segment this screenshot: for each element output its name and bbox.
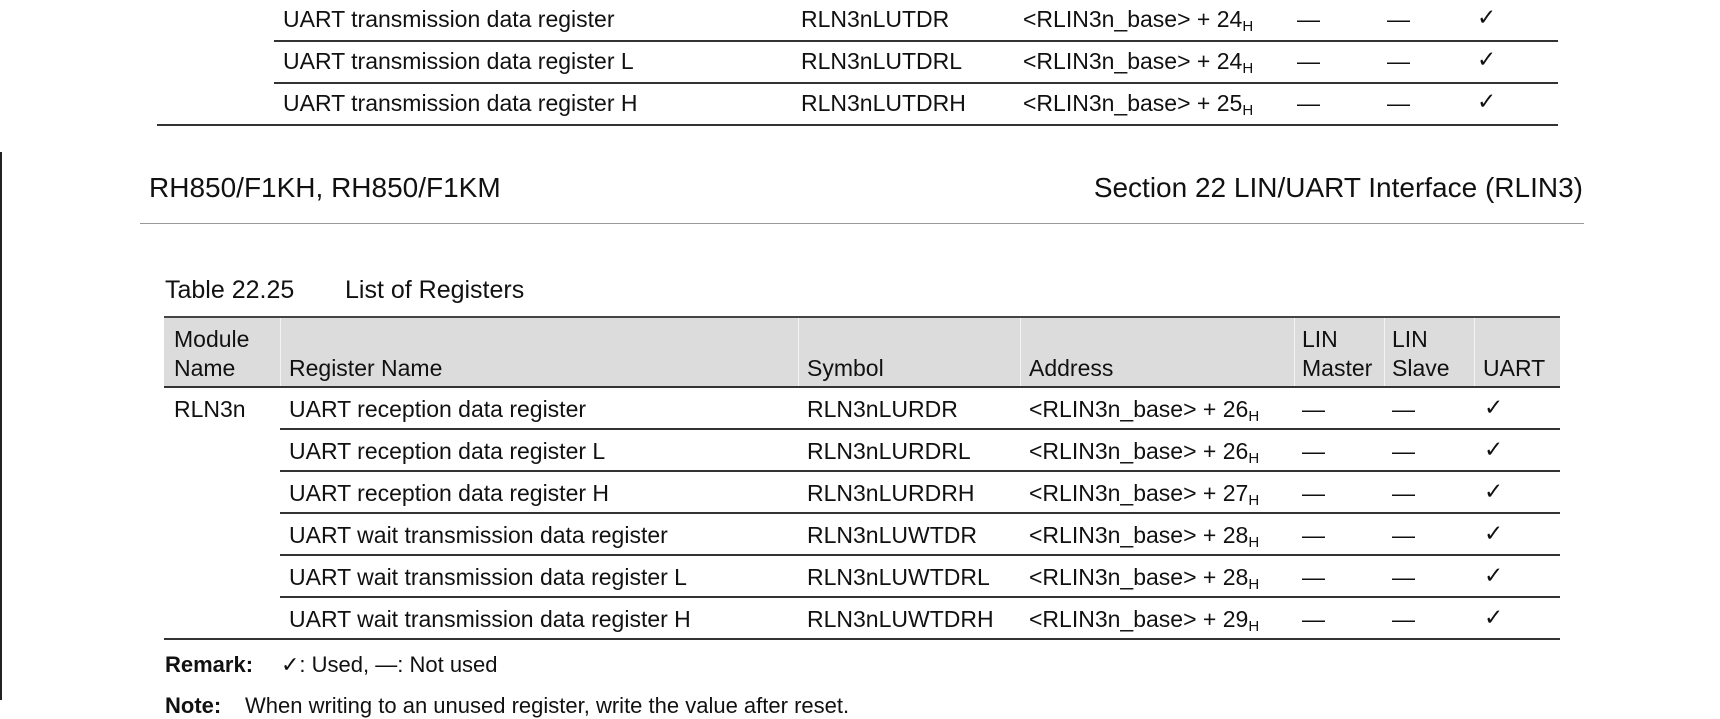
- address-cell-text: <RLIN3n_base> + 26: [1029, 396, 1249, 422]
- prev-lin-master-text: —: [1297, 90, 1320, 116]
- header-divider: [140, 223, 1584, 224]
- header-lin-slave: [1392, 325, 1450, 383]
- note-label: Note:: [165, 693, 222, 718]
- prev-uart: [1477, 88, 1496, 115]
- header-lin-master-line2: Master: [1302, 355, 1373, 381]
- address-cell-subscript: H: [1248, 576, 1260, 593]
- prev-uart-text: ✓: [1477, 46, 1497, 72]
- header-lin-slave-line2: Slave: [1392, 355, 1450, 381]
- prev-address-text: <RLIN3n_base> + 24: [1023, 48, 1243, 74]
- lin-master-cell: [1302, 522, 1325, 549]
- prev-lin-master: [1297, 48, 1320, 75]
- prev-lin-slave: [1387, 6, 1410, 33]
- symbol-cell: [807, 438, 971, 465]
- address-cell: [1029, 438, 1259, 465]
- prev-address-text: <RLIN3n_base> + 25: [1023, 90, 1243, 116]
- address-cell-text: <RLIN3n_base> + 27: [1029, 480, 1249, 506]
- symbol-cell-text: RLN3nLUWTDRH: [807, 606, 994, 632]
- lin-master-cell: [1302, 396, 1325, 423]
- address-cell-subscript: H: [1248, 534, 1260, 551]
- prev-lin-master-text: —: [1297, 6, 1320, 32]
- prev-address: [1023, 6, 1253, 33]
- header-lin-slave-line1: LIN: [1392, 326, 1428, 352]
- table-top-rule: [164, 316, 1560, 318]
- prev-register-name-text: UART transmission data register H: [283, 90, 638, 116]
- lin-slave-cell: [1392, 606, 1415, 633]
- symbol-cell: [807, 396, 958, 423]
- header-lin-master-line1: LIN: [1302, 326, 1338, 352]
- address-cell-subscript: H: [1248, 492, 1260, 509]
- lin-slave-cell: [1392, 438, 1415, 465]
- header-module-line2: Name: [174, 355, 236, 381]
- lin-master-cell-text: —: [1302, 522, 1325, 548]
- uart-cell: [1484, 562, 1503, 589]
- symbol-cell-text: RLN3nLUWTDRL: [807, 564, 990, 590]
- table-header-rule: [164, 386, 1560, 388]
- lin-slave-cell: [1392, 564, 1415, 591]
- header-lin-master: [1302, 325, 1372, 383]
- address-cell: [1029, 522, 1259, 549]
- table-row-rule: [280, 428, 1560, 430]
- symbol-cell: [807, 522, 977, 549]
- note-text: When writing to an unused register, write the value after reset.: [245, 693, 850, 718]
- address-cell-text: <RLIN3n_base> + 26: [1029, 438, 1249, 464]
- lin-master-cell: [1302, 606, 1325, 633]
- register-name-cell-text: UART reception data register: [289, 396, 587, 422]
- uart-cell: [1484, 478, 1503, 505]
- prev-row-rule: [157, 124, 1558, 126]
- symbol-cell: [807, 564, 990, 591]
- remark-text: ✓: Used, —: Not used: [281, 652, 498, 677]
- prev-row-rule: [274, 40, 1558, 42]
- symbol-cell-text: RLN3nLURDRL: [807, 438, 971, 464]
- address-cell-text: <RLIN3n_base> + 28: [1029, 564, 1249, 590]
- prev-symbol: [801, 48, 962, 75]
- symbol-cell-text: RLN3nLUWTDR: [807, 522, 977, 548]
- header-column-divider: [1020, 318, 1021, 386]
- uart-cell-text: ✓: [1484, 604, 1504, 630]
- prev-address: [1023, 48, 1253, 75]
- prev-lin-slave: [1387, 48, 1410, 75]
- prev-symbol-text: RLN3nLUTDRH: [801, 90, 966, 116]
- address-cell: [1029, 480, 1259, 507]
- lin-slave-cell-text: —: [1392, 480, 1415, 506]
- address-cell-text: <RLIN3n_base> + 28: [1029, 522, 1249, 548]
- uart-cell: [1484, 394, 1503, 421]
- address-cell-subscript: H: [1248, 618, 1260, 635]
- table-bottom-rule: [164, 638, 1560, 640]
- header-module-line1: Module: [174, 326, 250, 352]
- symbol-cell-text: RLN3nLURDRH: [807, 480, 975, 506]
- lin-master-cell-text: —: [1302, 480, 1325, 506]
- register-name-cell-text: UART reception data register L: [289, 438, 606, 464]
- lin-slave-cell: [1392, 480, 1415, 507]
- lin-slave-cell-text: —: [1392, 438, 1415, 464]
- register-name-cell: [289, 564, 687, 591]
- table-title: List of Registers: [345, 276, 525, 304]
- lin-master-cell: [1302, 480, 1325, 507]
- header-column-divider: [1474, 318, 1475, 386]
- address-cell: [1029, 606, 1259, 633]
- remark-label: Remark:: [165, 652, 254, 677]
- register-name-cell: [289, 396, 586, 423]
- prev-symbol: [801, 90, 966, 117]
- prev-lin-slave-text: —: [1387, 6, 1410, 32]
- symbol-cell: [807, 606, 994, 633]
- prev-lin-master: [1297, 6, 1320, 33]
- uart-cell-text: ✓: [1484, 394, 1504, 420]
- uart-cell: [1484, 604, 1503, 631]
- prev-lin-slave: [1387, 90, 1410, 117]
- header-symbol: Symbol: [807, 355, 884, 381]
- uart-cell: [1484, 436, 1503, 463]
- lin-slave-cell: [1392, 396, 1415, 423]
- symbol-cell: [807, 480, 974, 507]
- table-number: Table 22.25: [165, 276, 295, 304]
- register-name-cell: [289, 480, 609, 507]
- table-row-rule: [280, 470, 1560, 472]
- document-title: RH850/F1KH, RH850/F1KM: [149, 172, 501, 203]
- prev-address: [1023, 90, 1253, 117]
- uart-cell-text: ✓: [1484, 520, 1504, 546]
- register-name-cell: [289, 522, 668, 549]
- table-row-rule: [280, 554, 1560, 556]
- header-address: Address: [1029, 355, 1114, 381]
- uart-cell: [1484, 520, 1503, 547]
- prev-address-subscript: H: [1242, 60, 1254, 77]
- lin-slave-cell-text: —: [1392, 522, 1415, 548]
- prev-register-name-text: UART transmission data register: [283, 6, 615, 32]
- section-title: Section 22 LIN/UART Interface (RLIN3): [1093, 172, 1583, 203]
- prev-register-name: [283, 6, 615, 33]
- lin-slave-cell-text: —: [1392, 396, 1415, 422]
- header-column-divider: [1294, 318, 1295, 386]
- prev-lin-master: [1297, 90, 1320, 117]
- lin-slave-cell: [1392, 522, 1415, 549]
- register-name-cell-text: UART wait transmission data register H: [289, 606, 691, 632]
- lin-slave-cell-text: —: [1392, 606, 1415, 632]
- register-name-cell-text: UART wait transmission data register L: [289, 564, 687, 590]
- register-name-cell-text: UART reception data register H: [289, 480, 610, 506]
- prev-address-text: <RLIN3n_base> + 24: [1023, 6, 1243, 32]
- prev-lin-slave-text: —: [1387, 90, 1410, 116]
- header-column-divider: [280, 318, 281, 386]
- table-row-rule: [280, 596, 1560, 598]
- lin-slave-cell-text: —: [1392, 564, 1415, 590]
- uart-cell-text: ✓: [1484, 436, 1504, 462]
- prev-lin-slave-text: —: [1387, 48, 1410, 74]
- prev-symbol-text: RLN3nLUTDR: [801, 6, 950, 32]
- lin-master-cell-text: —: [1302, 438, 1325, 464]
- page-left-edge: [0, 152, 2, 700]
- header-column-divider: [1384, 318, 1385, 386]
- prev-register-name: [283, 48, 634, 75]
- address-cell: [1029, 564, 1259, 591]
- prev-lin-master-text: —: [1297, 48, 1320, 74]
- table-caption: [165, 276, 524, 305]
- register-name-cell-text: UART wait transmission data register: [289, 522, 668, 548]
- header-uart: UART: [1483, 355, 1546, 381]
- uart-cell-text: ✓: [1484, 562, 1504, 588]
- module-name-cell: RLN3n: [174, 396, 246, 422]
- lin-master-cell-text: —: [1302, 606, 1325, 632]
- address-cell-subscript: H: [1248, 450, 1260, 467]
- prev-uart-text: ✓: [1477, 88, 1497, 114]
- prev-uart: [1477, 4, 1496, 31]
- prev-uart-text: ✓: [1477, 4, 1497, 30]
- address-cell-text: <RLIN3n_base> + 29: [1029, 606, 1249, 632]
- lin-master-cell: [1302, 438, 1325, 465]
- prev-row-rule: [274, 82, 1558, 84]
- header-register-name: Register Name: [289, 355, 443, 381]
- header-module-name: [174, 325, 249, 383]
- prev-address-subscript: H: [1242, 18, 1254, 35]
- prev-address-subscript: H: [1242, 102, 1254, 119]
- header-column-divider: [798, 318, 799, 386]
- uart-cell-text: ✓: [1484, 478, 1504, 504]
- address-cell: [1029, 396, 1259, 423]
- prev-register-name-text: UART transmission data register L: [283, 48, 634, 74]
- remark: [165, 652, 498, 678]
- prev-register-name: [283, 90, 638, 117]
- lin-master-cell: [1302, 564, 1325, 591]
- lin-master-cell-text: —: [1302, 564, 1325, 590]
- table-row-rule: [280, 512, 1560, 514]
- lin-master-cell-text: —: [1302, 396, 1325, 422]
- symbol-cell-text: RLN3nLURDR: [807, 396, 958, 422]
- address-cell-subscript: H: [1248, 408, 1260, 425]
- register-name-cell: [289, 438, 605, 465]
- prev-symbol: [801, 6, 949, 33]
- prev-uart: [1477, 46, 1496, 73]
- prev-symbol-text: RLN3nLUTDRL: [801, 48, 963, 74]
- note: [165, 693, 849, 719]
- register-name-cell: [289, 606, 691, 633]
